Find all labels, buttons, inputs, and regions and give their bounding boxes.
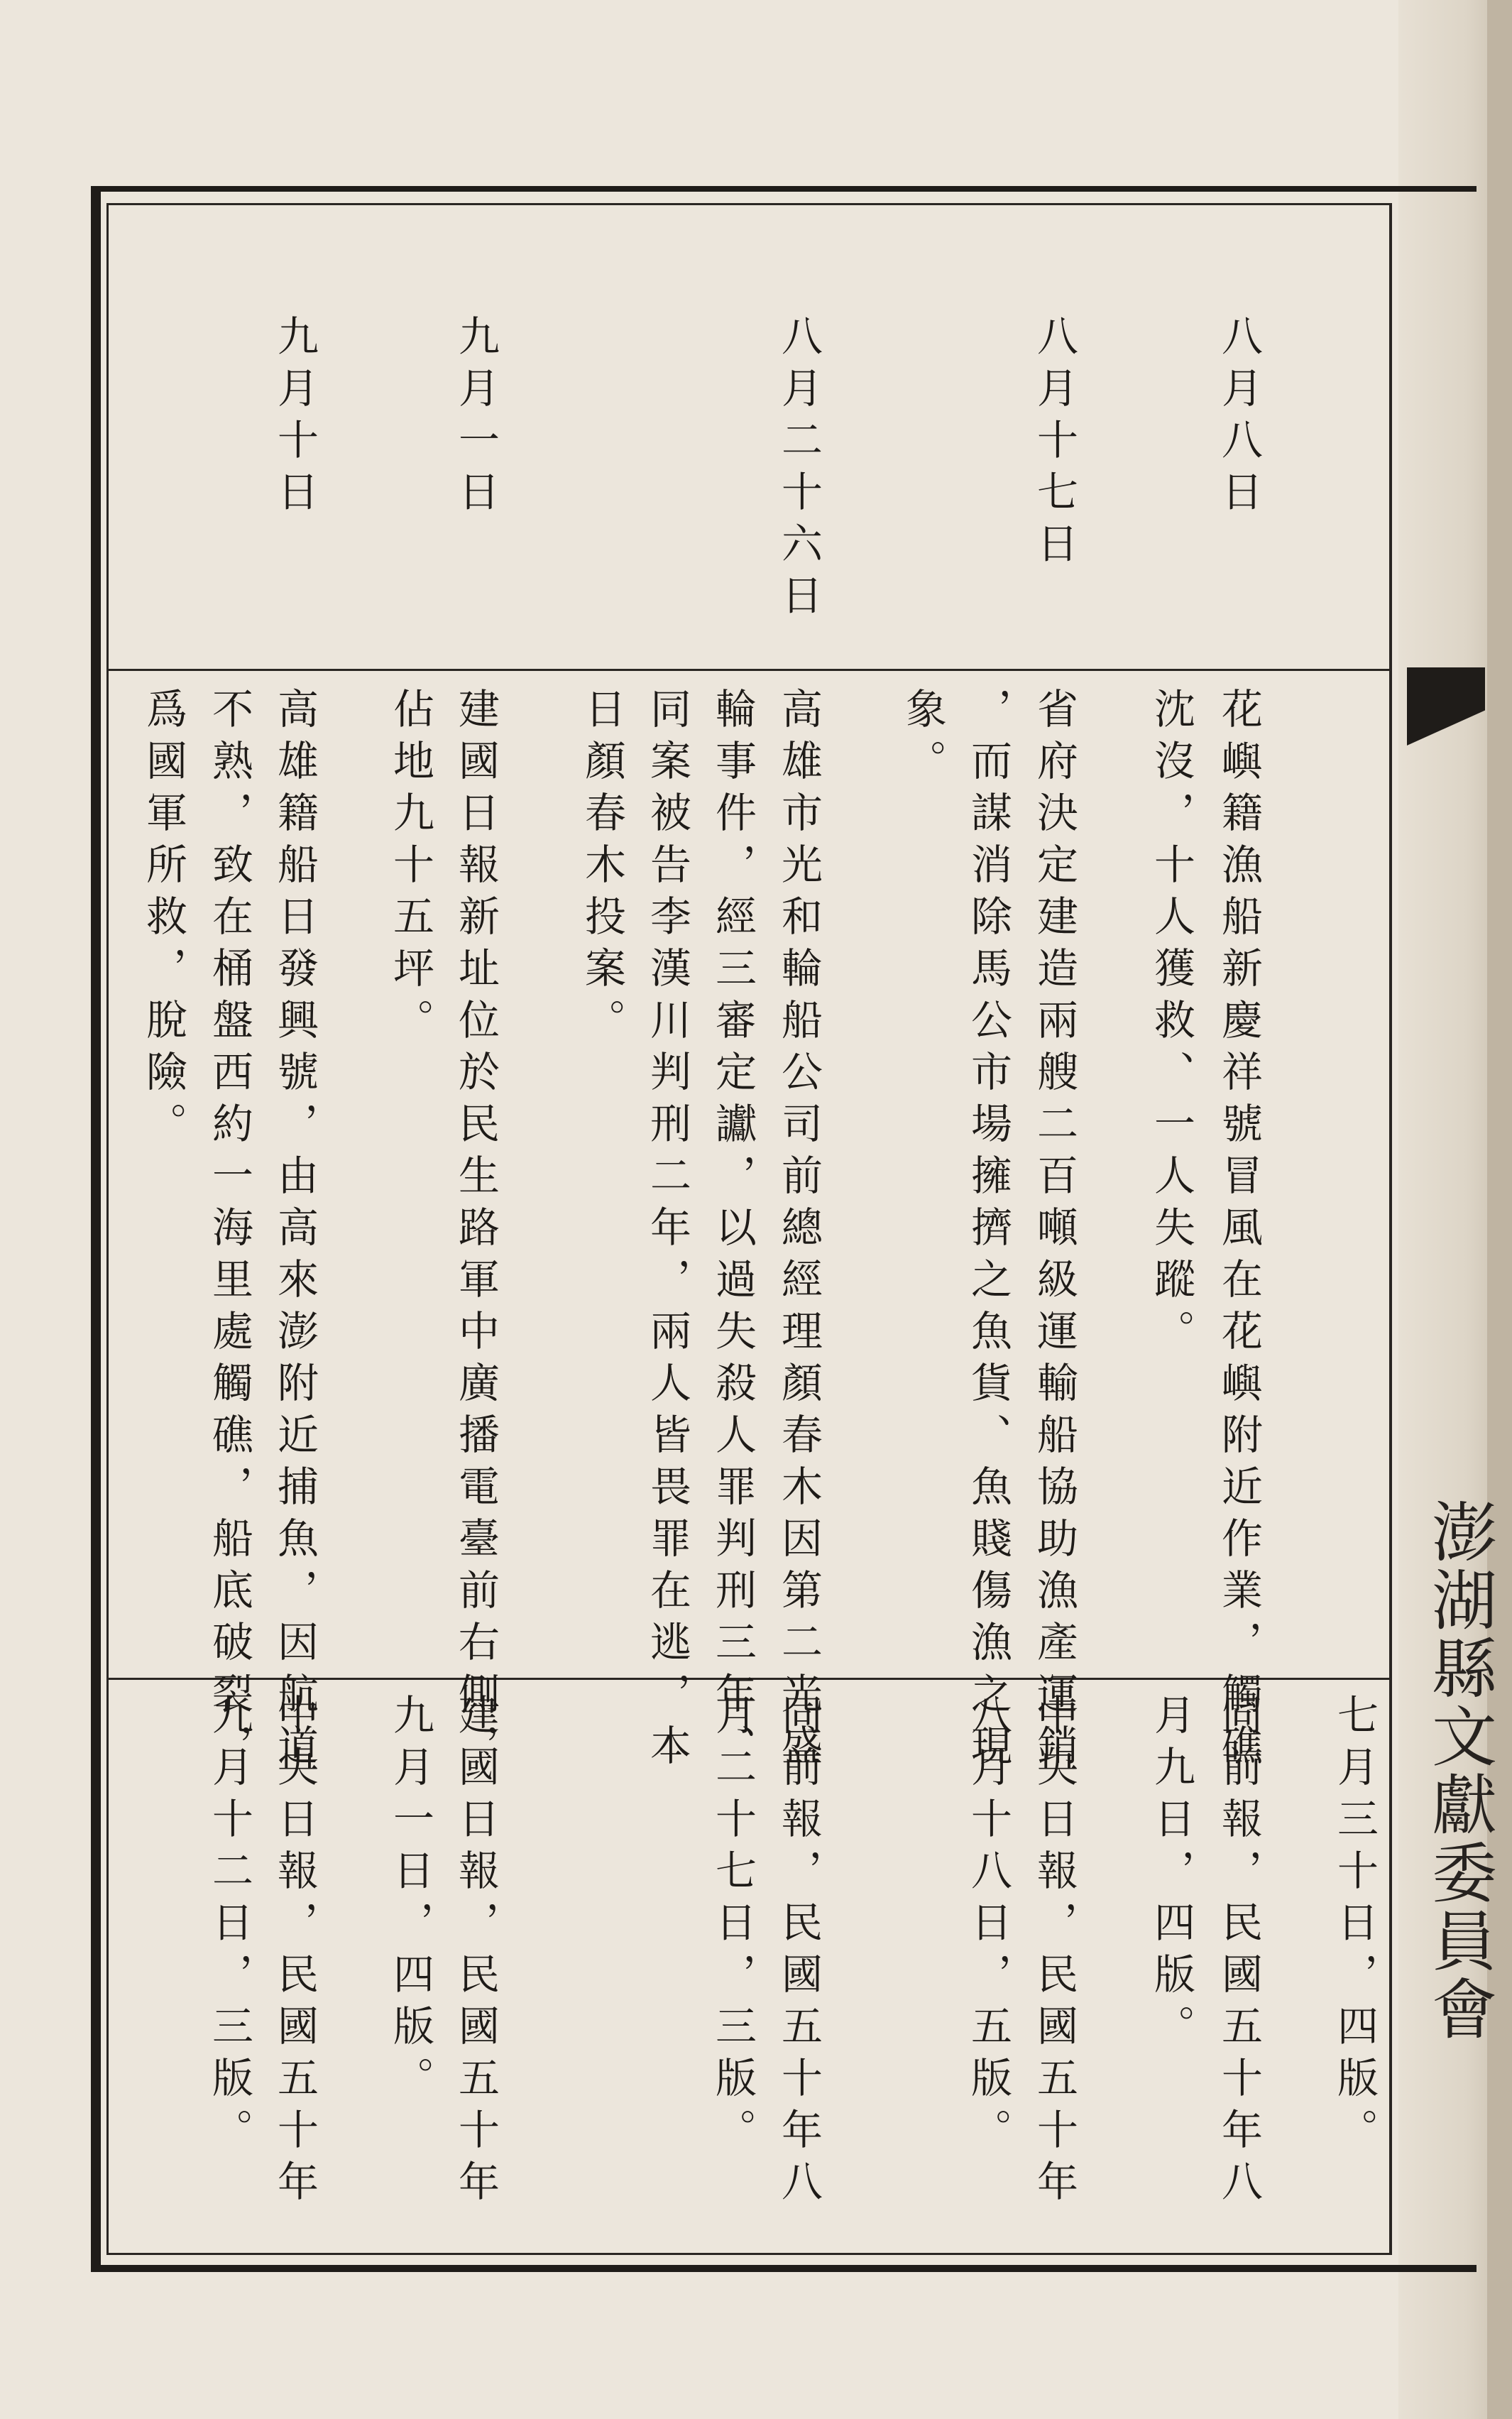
entry-date: 九月十日	[270, 315, 319, 522]
source-line: 中央日報，民國五十年	[270, 1693, 319, 2212]
entry-date: 八月十七日	[1030, 315, 1078, 574]
event-line: 象。	[899, 687, 947, 791]
event-line: 沈沒，十人獲救、一人失蹤。	[1147, 687, 1195, 1361]
event-line: 不熟，致在桶盤西約一海里處觸礁，船底破裂，	[205, 687, 253, 1776]
source-line: 建國日報，民國五十年	[451, 1693, 500, 2212]
source-line: 九月十二日，三版。	[205, 1693, 253, 2160]
event-line: ，而謀消除馬公市場擁擠之魚貨、魚賤傷漁之現	[964, 687, 1012, 1776]
source-line: 九月一日，四版。	[386, 1693, 434, 2108]
event-line: 高雄市光和輪船公司前總經理顏春木因第二光盛	[774, 687, 823, 1776]
entry-date: 八月八日	[1215, 315, 1263, 522]
source-line: 中央日報，民國五十年	[1030, 1693, 1078, 2212]
event-line: 建國日報新址位於民生路軍中廣播電臺前右側，	[451, 687, 500, 1776]
entry-date: 九月一日	[451, 315, 500, 522]
event-line: 花嶼籍漁船新慶祥號冒風在花嶼附近作業，觸礁	[1215, 687, 1263, 1776]
right-inner-rule	[1390, 203, 1392, 2255]
source-line: 月二十七日，三版。	[708, 1693, 757, 2160]
source-line: 同前報，民國五十年八	[1215, 1693, 1263, 2212]
event-line: 爲國軍所救，脫險。	[139, 687, 187, 1154]
event-line: 佔地九十五坪。	[386, 687, 434, 1050]
event-line: 輪事件，經三審定讞，以過失殺人罪判刑三年、	[708, 687, 757, 1776]
source-line: 同前報，民國五十年八	[774, 1693, 823, 2212]
event-line: 省府決定建造兩艘二百噸級運輸船協助漁產運銷	[1030, 687, 1078, 1776]
entry-date: 八月二十六日	[774, 315, 823, 626]
running-header: 澎湖縣文獻委員會	[1421, 1498, 1497, 2043]
source-line: 月九日，四版。	[1147, 1693, 1195, 2056]
source-line: 八月十八日，五版。	[964, 1693, 1012, 2160]
page-edge	[1487, 0, 1512, 2419]
event-line: 日顏春木投案。	[578, 687, 626, 1050]
date-event-divider	[109, 669, 1389, 671]
event-line: 同案被告李漢川判刑二年，兩人皆畏罪在逃，本	[643, 687, 691, 1776]
event-line: 高雄籍船日發興號，由高來澎附近捕魚，因航道	[270, 687, 319, 1776]
source-line: 七月三十日，四版。	[1330, 1693, 1379, 2160]
